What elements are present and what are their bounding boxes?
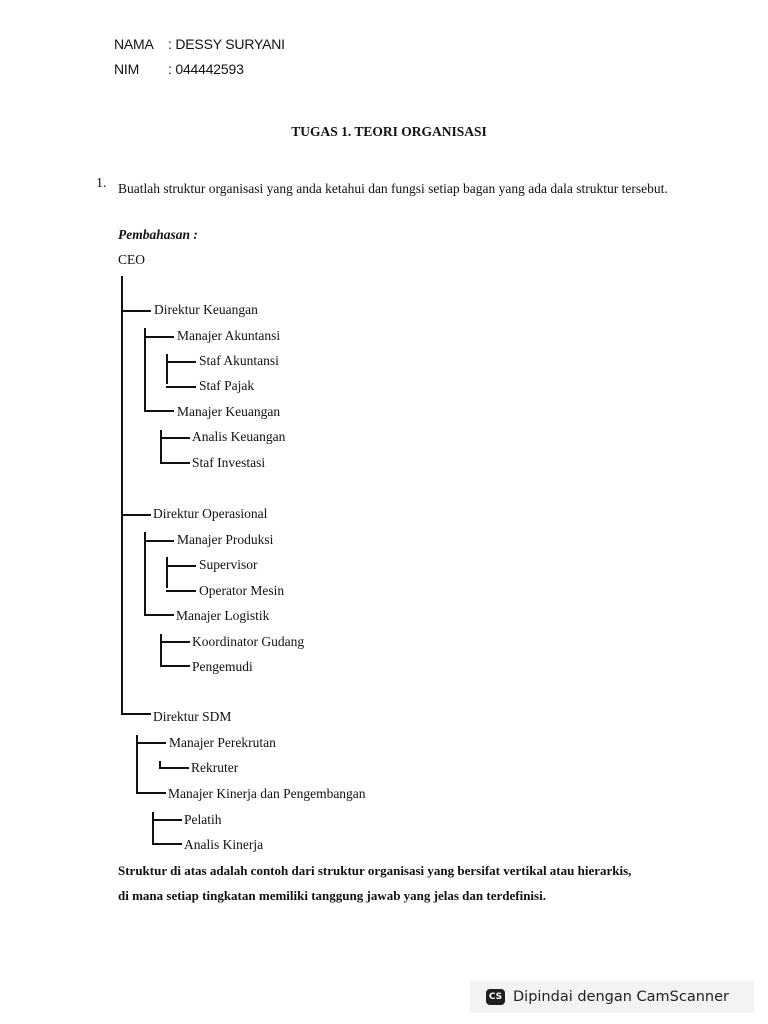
tree-node: Staf Pajak bbox=[199, 378, 255, 393]
connector bbox=[166, 386, 196, 388]
tree-node: Staf Akuntansi bbox=[199, 353, 279, 368]
tree-node: Manajer Produksi bbox=[177, 532, 274, 547]
tree-node: Manajer Perekrutan bbox=[169, 735, 276, 750]
name-row bbox=[114, 36, 285, 52]
produksi-outer-bar bbox=[144, 558, 146, 592]
question-number: 1. bbox=[96, 176, 107, 191]
connector bbox=[160, 437, 190, 439]
tree-node: Operator Mesin bbox=[199, 583, 285, 598]
conclusion-line-2: di mana setiap tingkatan memiliki tanggung jawab yang jelas dan terdefinisi. bbox=[118, 888, 546, 903]
akuntansi-branch-line bbox=[166, 354, 168, 384]
tree-node: Direktur Operasional bbox=[153, 506, 268, 521]
connector bbox=[166, 565, 196, 567]
camscanner-watermark bbox=[470, 981, 754, 1013]
connector bbox=[166, 361, 196, 363]
connector bbox=[136, 792, 166, 794]
connector bbox=[159, 767, 189, 769]
tree-node: Analis Kinerja bbox=[184, 837, 264, 852]
page-title: TUGAS 1. TEORI ORGANISASI bbox=[291, 124, 487, 139]
connector bbox=[144, 410, 174, 412]
mgr-keuangan-branch-line bbox=[160, 430, 162, 463]
camscanner-text: Dipindai dengan CamScanner bbox=[513, 989, 730, 1005]
question-text: Buatlah struktur organisasi yang anda ketahui dan fungsi setiap bagan yang ada dala struktur tersebut. bbox=[118, 181, 668, 196]
connector bbox=[160, 665, 190, 667]
tree-root-ceo: CEO bbox=[118, 252, 145, 267]
connector bbox=[121, 713, 151, 715]
tree-node: Analis Keuangan bbox=[192, 429, 286, 444]
connector bbox=[166, 590, 196, 592]
tree-node: Supervisor bbox=[199, 557, 258, 572]
connector bbox=[121, 514, 151, 516]
tree-node: Direktur SDM bbox=[153, 709, 232, 724]
connector bbox=[160, 462, 190, 464]
nim-row bbox=[114, 61, 244, 77]
connector bbox=[160, 641, 190, 643]
akuntansi-outer-bar bbox=[144, 354, 146, 388]
connector bbox=[144, 614, 174, 616]
connector bbox=[121, 310, 151, 312]
perekrutan-outer-bar bbox=[136, 761, 138, 779]
connector bbox=[144, 540, 174, 542]
nim-value: : 044442593 bbox=[168, 61, 244, 77]
connector bbox=[152, 819, 182, 821]
connector bbox=[152, 843, 182, 845]
tree-node: Direktur Keuangan bbox=[154, 302, 258, 317]
tree-node: Pelatih bbox=[184, 812, 222, 827]
trunk-line bbox=[121, 276, 123, 714]
kinerja-branch-line bbox=[152, 812, 154, 844]
conclusion-line-1: Struktur di atas adalah contoh dari struktur organisasi yang bersifat vertikal atau hierarkis, bbox=[118, 863, 632, 878]
tree-node: Manajer Logistik bbox=[176, 608, 270, 623]
answer-heading: Pembahasan : bbox=[118, 227, 198, 242]
tree-node: Koordinator Gudang bbox=[192, 634, 305, 649]
tree-node: Manajer Keuangan bbox=[177, 404, 281, 419]
tree-node: Pengemudi bbox=[192, 659, 253, 674]
tree-node: Manajer Akuntansi bbox=[177, 328, 281, 343]
logistik-branch-line bbox=[160, 634, 162, 666]
nim-label: NIM bbox=[114, 61, 140, 77]
name-value: : DESSY SURYANI bbox=[168, 36, 285, 52]
camscanner-logo-icon: CS bbox=[486, 989, 505, 1005]
tree-node: Rekruter bbox=[191, 760, 239, 775]
connector bbox=[144, 336, 174, 338]
produksi-branch-line bbox=[166, 557, 168, 588]
tree-node: Manajer Kinerja dan Pengembangan bbox=[168, 786, 366, 801]
tree-node: Staf Investasi bbox=[192, 455, 266, 470]
name-label: NAMA bbox=[114, 36, 154, 52]
connector bbox=[136, 742, 166, 744]
